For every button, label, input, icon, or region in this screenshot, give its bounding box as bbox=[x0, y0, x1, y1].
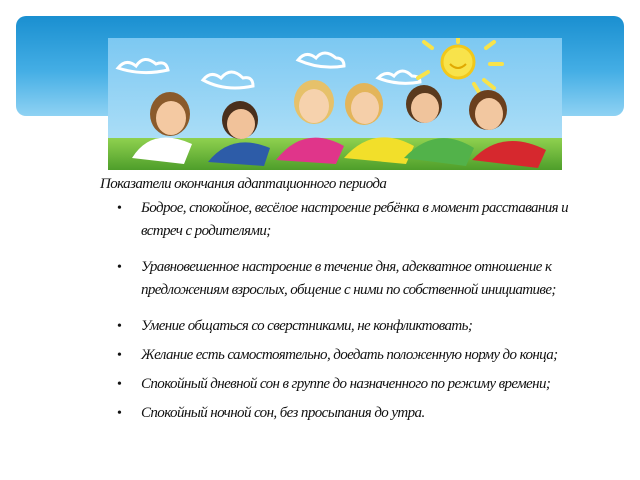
bullet-icon: • bbox=[117, 260, 122, 275]
list-item-text: Бодрое, спокойное, весёлое настроение ребёнка в момент расставания и встреч с родителями; bbox=[141, 200, 569, 239]
slide-heading: Показатели окончания адаптационного периода bbox=[100, 176, 387, 192]
bullet-icon: • bbox=[117, 406, 122, 421]
list-item-text: Желание есть самостоятельно, доедать положенную норму до конца; bbox=[141, 347, 558, 363]
bullet-icon: • bbox=[117, 201, 122, 216]
children-photo bbox=[108, 38, 562, 170]
bullet-icon: • bbox=[117, 377, 122, 392]
list-item-text: Уравновешенное настроение в течение дня, адекватное отношение к предложениям взрослых, общение с ними по собственной инициативе; bbox=[141, 259, 556, 298]
bullet-icon: • bbox=[117, 319, 122, 334]
children-illustration bbox=[108, 38, 562, 170]
list-item-text: Спокойный дневной сон в группе до назначенного по режиму времени; bbox=[141, 376, 551, 392]
list-item-text: Спокойный ночной сон, без просыпания до утра. bbox=[141, 405, 425, 421]
bullet-icon: • bbox=[117, 348, 122, 363]
list-item-text: Умение общаться со сверстниками, не конфликтовать; bbox=[141, 318, 473, 334]
